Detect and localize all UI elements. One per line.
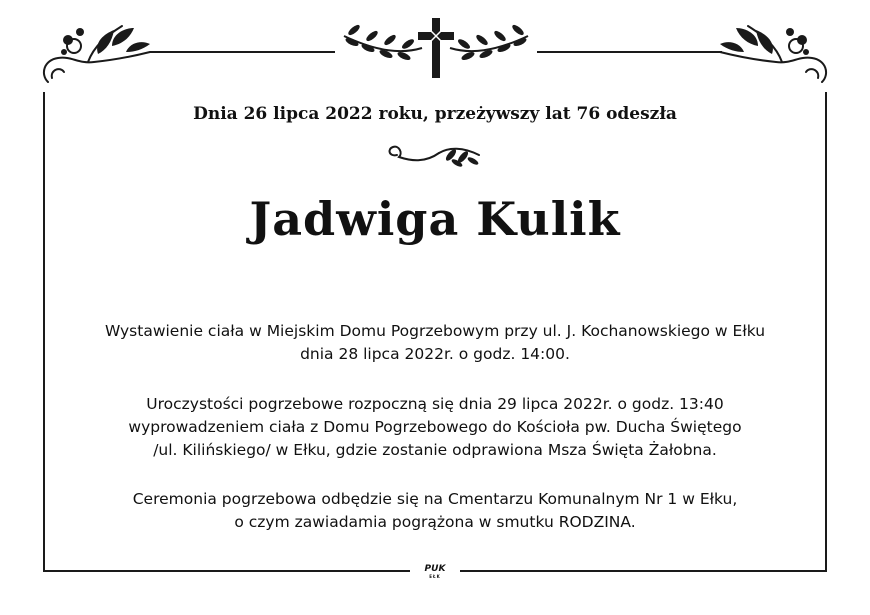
cross-icon [418,18,454,78]
paragraph-line: dnia 28 lipca 2022r. o godz. 14:00. [300,345,570,363]
ceremony-paragraph [0,393,870,462]
frame-top-left-border [150,51,335,53]
paragraph-line: /ul. Kilińskiego/ w Ełku, gdzie zostanie odprawiona Msza Święta Żałobna. [153,441,717,459]
laurel-branch-icon [344,23,422,61]
paragraph-line: Wystawienie ciała w Miejskim Domu Pogrzebowym przy ul. J. Kochanowskiego w Ełku [104,322,766,340]
frame-top-right-border [537,51,722,53]
logo-name: PUK [424,564,446,574]
notice-intro: Dnia 26 lipca 2022 roku, przeżywszy lat 76 odeszła [193,104,677,124]
logo-city: EŁK [429,574,441,579]
puk-logo [414,564,456,579]
paragraph-line: Ceremonia pogrzebowa odbędzie się na Cmentarzu Komunalnym Nr 1 w Ełku, [132,490,738,508]
cross-with-laurel-icon [338,14,532,80]
viewing-paragraph [0,320,870,366]
frame-bottom-left-border [43,570,410,572]
deceased-name: Jadwiga Kulik [249,192,621,246]
burial-paragraph [0,488,870,534]
paragraph-line: Uroczystości pogrzebowe rozpoczną się dnia 29 lipca 2022r. o godz. 13:40 [146,395,724,413]
floral-divider-icon [385,141,485,171]
laurel-branch-icon [450,23,528,61]
floral-corner-icon [38,16,163,90]
floral-corner-icon [707,16,832,90]
paragraph-line: wyprowadzeniem ciała z Domu Pogrzebowego do Kościoła pw. Ducha Świętego [128,418,742,436]
paragraph-line: o czym zawiadamia pogrążona w smutku RODZINA. [234,513,636,531]
frame-bottom-right-border [460,570,827,572]
